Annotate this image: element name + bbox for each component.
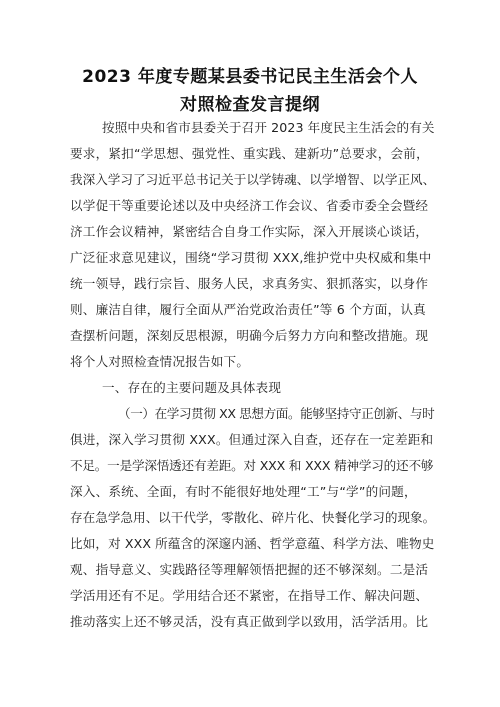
- body-line: 不足。一是学深悟透还有差距。对 XXX 和 XXX 精神学习的还不够: [70, 458, 434, 473]
- body-line: 深入、系统、全面，有时不能很好地处理“工”与“学”的问题，: [70, 484, 417, 499]
- body-line: 济工作会议精神，紧密结合自身工作实际，深入开展谈心谈话，: [70, 224, 429, 239]
- section-heading: 一、存在的主要问题及具体表现: [102, 380, 282, 395]
- body-line: 推动落实上还不够灵活，没有真正做到学以致用，活学活用。比: [70, 614, 429, 629]
- body-line: 查摆析问题，深刻反思根源，明确今后努力方向和整改措施。现: [70, 328, 429, 343]
- body-line: 按照中央和省市县委关于召开 2023 年度民主生活会的有关: [102, 120, 435, 135]
- document-title-line-2: 对照检查发言提纲: [180, 95, 320, 115]
- body-line: 广泛征求意见建议，围绕“学习贯彻 XXX,维护党中央权威和集中: [70, 250, 432, 265]
- body-line: 则、廉洁自律，履行全面从严治党政治责任”等 6 个方面，认真: [70, 302, 426, 317]
- body-line: 存在急学急用、以干代学，零散化、碎片化、快餐化学习的现象。: [70, 510, 436, 525]
- body-line: 学活用还有不足。学用结合还不紧密，在指导工作、解决问题、: [70, 588, 429, 603]
- body-line: 以学促干等重要论述以及中央经济工作会议、省委市委全会暨经: [70, 198, 429, 213]
- body-line: 俱进，深入学习贯彻 XXX。但通过深入自查，还存在一定差距和: [70, 432, 434, 447]
- document-title-line-1: 2023 年度专题某县委书记民主生活会个人: [82, 67, 418, 87]
- body-line: 统一领导，践行宗旨、服务人民，求真务实、狠抓落实，以身作: [70, 276, 429, 291]
- body-line: 比如，对 XXX 所蕴含的深邃内涵、哲学意蕴、科学方法、唯物史: [70, 536, 435, 551]
- body-line: 要求，紧扣“学思想、强党性、重实践、建新功”总要求，会前，: [70, 146, 429, 161]
- body-line: 观、指导意义、实践路径等理解领悟把握的还不够深刻。二是活: [70, 562, 429, 577]
- body-line: 将个人对照检查情况报告如下。: [70, 354, 250, 369]
- body-line: 我深入学习了习近平总书记关于以学铸魂、以学增智、以学正风、: [70, 172, 436, 187]
- subsection-lead-line: （一）在学习贯彻 XX 思想方面。能够坚持守正创新、与时: [118, 406, 435, 421]
